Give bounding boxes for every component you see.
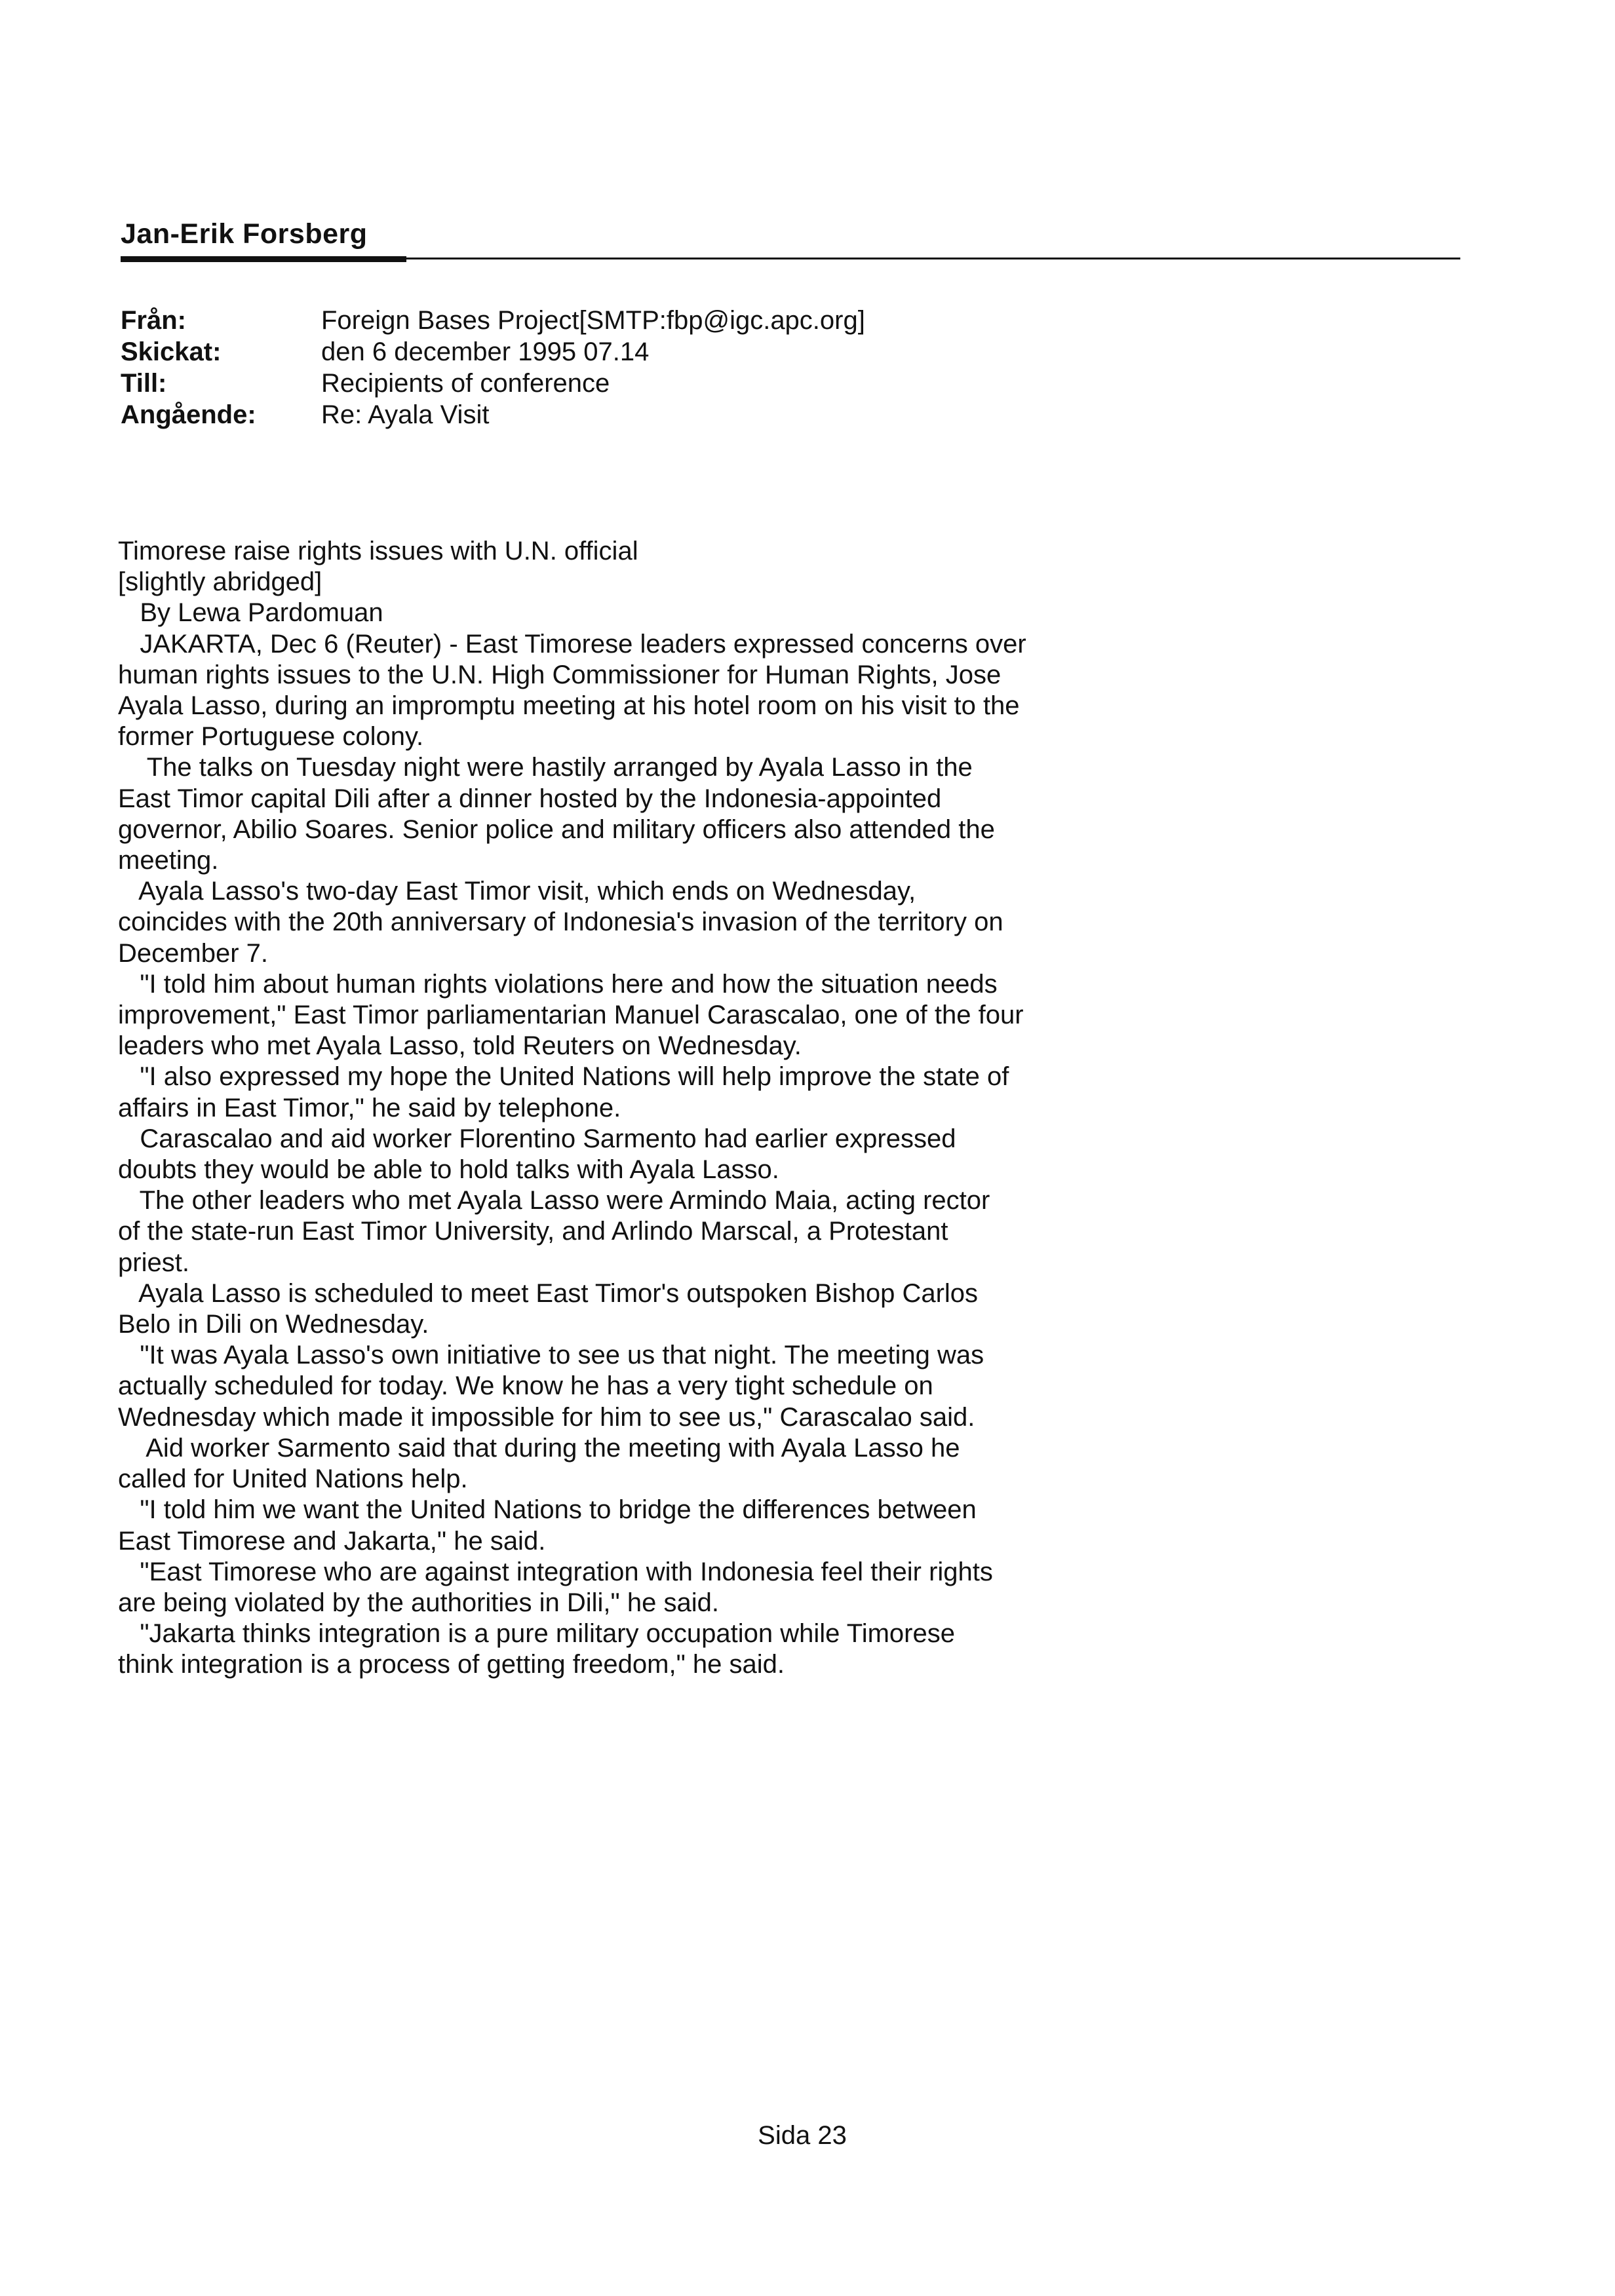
- subject-value: Re: Ayala Visit: [321, 400, 490, 429]
- body-line: Belo in Dili on Wednesday.: [118, 1310, 429, 1339]
- body-line: human rights issues to the U.N. High Commissioner for Human Rights, Jose: [118, 660, 1002, 689]
- body-line: of the state-run East Timor University, and Arlindo Marscal, a Protestant: [118, 1217, 948, 1246]
- body-line: "I told him we want the United Nations to bridge the differences between: [118, 1495, 977, 1525]
- body-line: coincides with the 20th anniversary of Indonesia's invasion of the territory on: [118, 908, 1003, 937]
- body-line: former Portuguese colony.: [118, 722, 424, 752]
- body-line: Ayala Lasso's two-day East Timor visit, which ends on Wednesday,: [118, 877, 916, 906]
- sender-name: Jan-Erik Forsberg: [121, 218, 368, 250]
- body-line: Aid worker Sarmento said that during the meeting with Ayala Lasso he: [118, 1433, 960, 1463]
- body-line: East Timorese and Jakarta," he said.: [118, 1526, 546, 1556]
- body-line: The other leaders who met Ayala Lasso were Armindo Maia, acting rector: [118, 1186, 990, 1215]
- body-line: governor, Abilio Soares. Senior police and military officers also attended the: [118, 814, 995, 844]
- body-line: called for United Nations help.: [118, 1464, 468, 1494]
- body-line: East Timor capital Dili after a dinner hosted by the Indonesia-appointed: [118, 784, 942, 813]
- body-line: Wednesday which made it impossible for him to see us," Carascalao said.: [118, 1402, 975, 1432]
- from-value: Foreign Bases Project[SMTP:fbp@igc.apc.org]: [321, 306, 865, 335]
- page-footer: [0, 2121, 1615, 2151]
- page-number: Sida 23: [758, 2121, 847, 2150]
- body-line: "It was Ayala Lasso's own initiative to see us that night. The meeting was: [118, 1341, 984, 1370]
- body-line: priest.: [118, 1248, 189, 1277]
- header-row-from: [121, 305, 865, 336]
- from-label: Från:: [121, 306, 186, 335]
- body-line: December 7.: [118, 938, 268, 968]
- sent-value: den 6 december 1995 07.14: [321, 337, 650, 366]
- body-line: think integration is a process of getting freedom," he said.: [118, 1650, 785, 1679]
- body-line: "East Timorese who are against integration with Indonesia feel their rights: [118, 1557, 993, 1586]
- body-line: leaders who met Ayala Lasso, told Reuters on Wednesday.: [118, 1031, 802, 1061]
- body-line: By Lewa Pardomuan: [118, 598, 383, 628]
- body-line: JAKARTA, Dec 6 (Reuter) - East Timorese leaders expressed concerns over: [118, 629, 1026, 659]
- body-line: The talks on Tuesday night were hastily arranged by Ayala Lasso in the: [118, 753, 973, 782]
- body-line: Timorese raise rights issues with U.N. official: [118, 537, 638, 565]
- body-line: "I also expressed my hope the United Nations will help improve the state of: [118, 1062, 1009, 1092]
- body-line: are being violated by the authorities in Dili," he said.: [118, 1588, 719, 1617]
- body-line: Carascalao and aid worker Florentino Sarmento had earlier expressed: [118, 1124, 956, 1153]
- subject-label: Angående:: [121, 400, 256, 429]
- to-label: Till:: [121, 369, 167, 398]
- body-line: meeting.: [118, 846, 219, 875]
- sent-label: Skickat:: [121, 337, 222, 366]
- email-header-fields: [121, 305, 865, 430]
- message-body: [118, 536, 1232, 1681]
- header-row-to: [121, 368, 865, 399]
- body-line: Ayala Lasso is scheduled to meet East Timor's outspoken Bishop Carlos: [118, 1278, 979, 1308]
- body-line: affairs in East Timor," he said by telephone.: [118, 1093, 621, 1122]
- header-row-subject: [121, 399, 865, 430]
- body-line: actually scheduled for today. We know he has a very tight schedule on: [118, 1371, 933, 1401]
- body-line: Ayala Lasso, during an impromptu meeting at his hotel room on his visit to the: [118, 691, 1020, 721]
- body-line: doubts they would be able to hold talks with Ayala Lasso.: [118, 1155, 779, 1185]
- header-row-sent: [121, 336, 865, 368]
- body-line: [slightly abridged]: [118, 567, 322, 597]
- header-rule-accent: [121, 256, 406, 262]
- to-value: Recipients of conference: [321, 369, 610, 398]
- body-line: "Jakarta thinks integration is a pure military occupation while Timorese: [118, 1619, 955, 1649]
- body-line: "I told him about human rights violations here and how the situation needs: [118, 969, 998, 999]
- body-line: improvement," East Timor parliamentarian Manuel Carascalao, one of the four: [118, 1001, 1024, 1030]
